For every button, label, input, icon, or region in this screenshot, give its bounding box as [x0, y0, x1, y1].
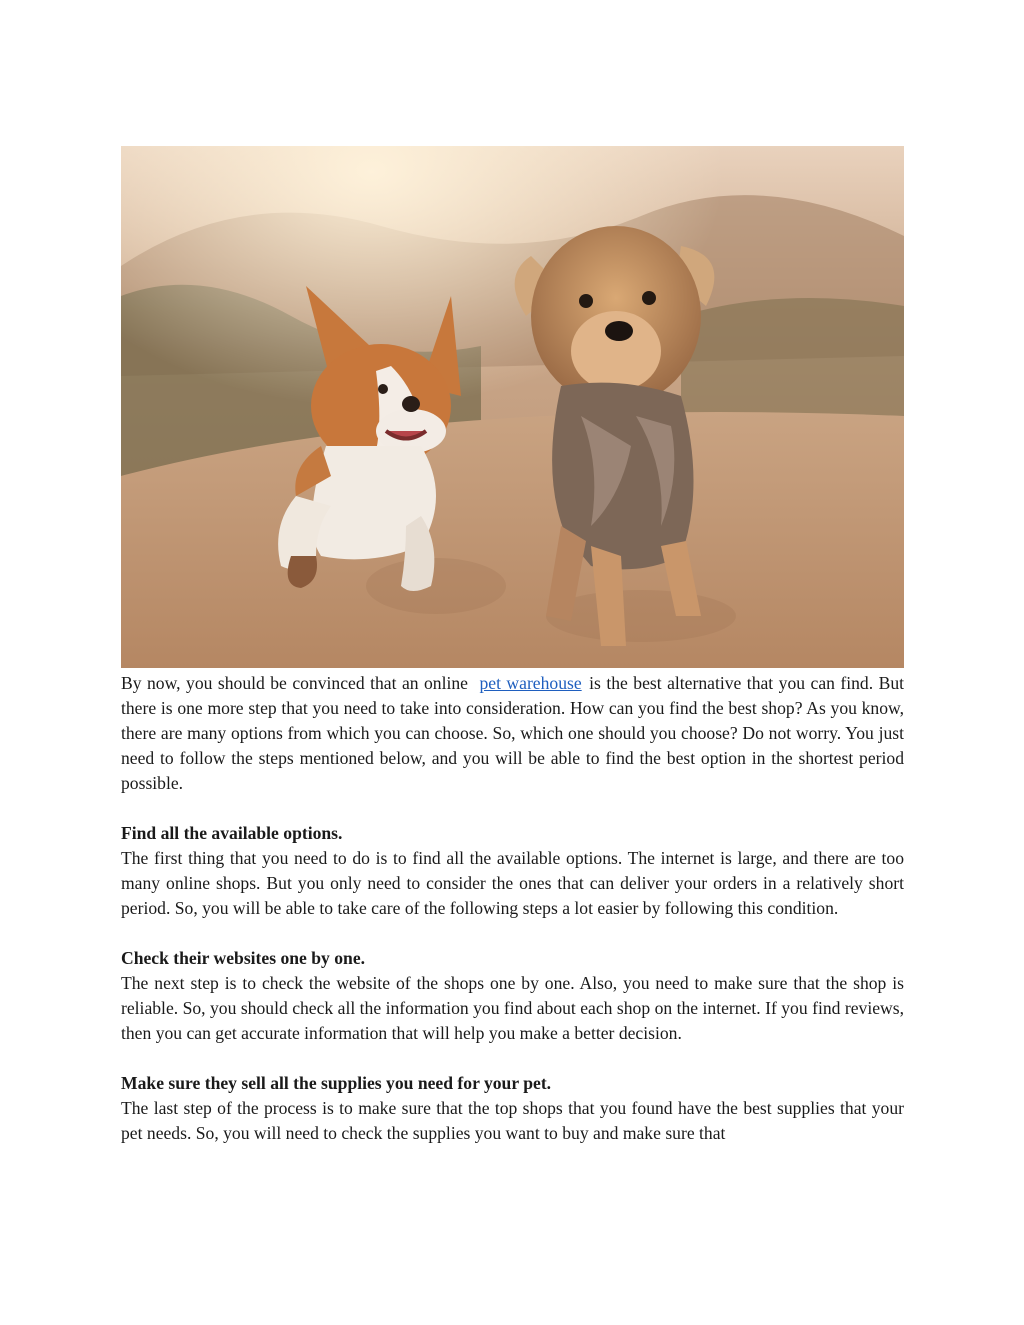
section-body-supplies: The last step of the process is to make sure that the top shops that you found have the best supplies that your pet needs. So, you will need to check the supplies you want to buy and make sure that [121, 1098, 904, 1143]
intro-text-end: is the best alternative that you can find. But there is one more step that you need to take into consideration. How can you find the best shop? As you know, there are many options from which you can choose. So, which one should you choose? Do not worry. You just need to follow the steps mentioned below, and you will be able to find the best option in the shortest period possible. [121, 673, 905, 793]
section-body-find-options: The first thing that you need to do is to find all the available options. The internet is large, and there are too many online shops. But you only need to consider the ones that can deliver your orders in a relatively short period. So, you will be able to take care of the following steps a lot easier by following this condition. [121, 848, 904, 918]
section-heading-supplies: Make sure they sell all the supplies you need for your pet. [121, 1073, 552, 1093]
pet-warehouse-link[interactable]: pet warehouse [479, 673, 582, 693]
dogs-illustration [121, 146, 904, 668]
section-heading-check-websites: Check their websites one by one. [121, 948, 366, 968]
section-body-check-websites: The next step is to check the website of the shops one by one. Also, you need to make sure that the shop is reliable. So, you should check all the information you find about each shop on the internet. If you find reviews, then you can get accurate information that will help you make a better decision. [121, 973, 904, 1043]
dogs-photo [121, 146, 904, 668]
article-body [121, 671, 904, 1146]
intro-paragraph [121, 671, 904, 796]
intro-text-start: By now, you should be convinced that an online [121, 673, 474, 693]
section-heading-find-options: Find all the available options. [121, 823, 343, 843]
